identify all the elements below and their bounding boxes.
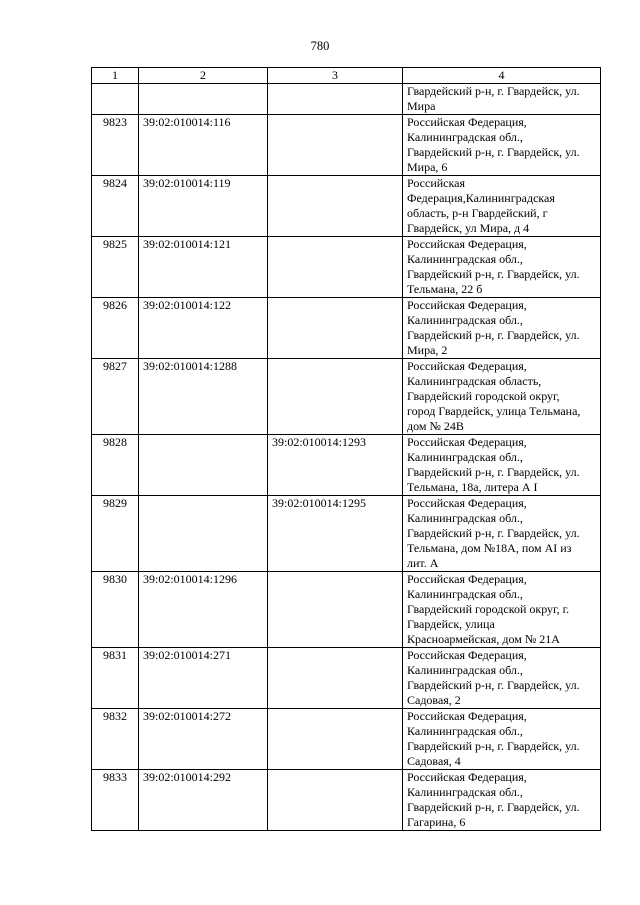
- address-cell: Российская Федерация, Калининградская обл., Гвардейский р-н, г. Гвардейск, ул. Мира, 2: [403, 298, 601, 359]
- cadastral-number-cell: 39:02:010014:1296: [139, 572, 268, 648]
- cadastral-number-alt-cell: [268, 359, 403, 435]
- address-cell: Российская Федерация, Калининградская обл., Гвардейский р-н, г. Гвардейск, ул. Садовая, 2: [403, 648, 601, 709]
- cadastral-number-alt-cell: [268, 648, 403, 709]
- cadastral-number-cell: 39:02:010014:271: [139, 648, 268, 709]
- table-row: [92, 115, 601, 176]
- row-number-cell: 9830: [92, 572, 139, 648]
- row-number-cell: 9826: [92, 298, 139, 359]
- row-number-cell: 9833: [92, 770, 139, 831]
- address-cell: Российская Федерация, Калининградская область, Гвардейский городской округ, город Гвардейск, улица Тельмана, дом № 24В: [403, 359, 601, 435]
- address-cell: Российская Федерация, Калининградская обл., Гвардейский р-н, г. Гвардейск, ул. Тельмана, 18а, литера А I: [403, 435, 601, 496]
- address-cell: Российская Федерация, Калининградская обл., Гвардейский р-н, г. Гвардейск, ул. Садовая, 4: [403, 709, 601, 770]
- table-body: [92, 84, 601, 831]
- cadastral-number-alt-cell: [268, 298, 403, 359]
- header-row: [92, 68, 601, 84]
- cadastral-number-cell: 39:02:010014:272: [139, 709, 268, 770]
- column-header-3: 3: [268, 68, 403, 84]
- cadastral-number-cell: 39:02:010014:116: [139, 115, 268, 176]
- cadastral-number-cell: 39:02:010014:121: [139, 237, 268, 298]
- address-cell: Российская Федерация,Калининградская область, р-н Гвардейский, г Гвардейск, ул Мира, д 4: [403, 176, 601, 237]
- table-row: [92, 84, 601, 115]
- table-row: [92, 770, 601, 831]
- table-row: [92, 648, 601, 709]
- cadastral-number-alt-cell: [268, 770, 403, 831]
- cadastral-number-cell: [139, 435, 268, 496]
- cadastral-number-cell: 39:02:010014:122: [139, 298, 268, 359]
- row-number-cell: 9827: [92, 359, 139, 435]
- cadastral-number-alt-cell: [268, 572, 403, 648]
- cadastral-number-cell: 39:02:010014:119: [139, 176, 268, 237]
- cadastral-number-cell: [139, 496, 268, 572]
- cadastral-number-alt-cell: [268, 176, 403, 237]
- cadastral-number-cell: 39:02:010014:292: [139, 770, 268, 831]
- table-row: [92, 435, 601, 496]
- address-cell: Российская Федерация, Калининградская обл., Гвардейский городской округ, г. Гвардейск, улица Красноармейская, дом № 21А: [403, 572, 601, 648]
- cadastral-number-alt-cell: 39:02:010014:1293: [268, 435, 403, 496]
- table-row: [92, 572, 601, 648]
- registry-table: [91, 67, 601, 831]
- column-header-2: 2: [139, 68, 268, 84]
- cadastral-number-alt-cell: [268, 237, 403, 298]
- table-row: [92, 709, 601, 770]
- table-row: [92, 176, 601, 237]
- row-number-cell: 9831: [92, 648, 139, 709]
- cadastral-number-alt-cell: [268, 115, 403, 176]
- column-header-1: 1: [92, 68, 139, 84]
- cadastral-number-cell: 39:02:010014:1288: [139, 359, 268, 435]
- cadastral-number-cell: [139, 84, 268, 115]
- cadastral-number-alt-cell: [268, 84, 403, 115]
- cadastral-number-alt-cell: [268, 709, 403, 770]
- table-row: [92, 359, 601, 435]
- table-row: [92, 496, 601, 572]
- address-cell: Российская Федерация, Калининградская обл., Гвардейский р-н, г. Гвардейск, ул. Тельмана, 22 б: [403, 237, 601, 298]
- row-number-cell: 9823: [92, 115, 139, 176]
- table-row: [92, 298, 601, 359]
- cadastral-number-alt-cell: 39:02:010014:1295: [268, 496, 403, 572]
- address-cell: Гвардейский р-н, г. Гвардейск, ул. Мира: [403, 84, 601, 115]
- table-row: [92, 237, 601, 298]
- row-number-cell: 9828: [92, 435, 139, 496]
- row-number-cell: [92, 84, 139, 115]
- row-number-cell: 9825: [92, 237, 139, 298]
- address-cell: Российская Федерация, Калининградская обл., Гвардейский р-н, г. Гвардейск, ул. Мира, 6: [403, 115, 601, 176]
- row-number-cell: 9829: [92, 496, 139, 572]
- row-number-cell: 9832: [92, 709, 139, 770]
- row-number-cell: 9824: [92, 176, 139, 237]
- column-header-4: 4: [403, 68, 601, 84]
- page-number: 780: [310, 39, 330, 53]
- address-cell: Российская Федерация, Калининградская обл., Гвардейский р-н, г. Гвардейск, ул. Гагарина, 6: [403, 770, 601, 831]
- address-cell: Российская Федерация, Калининградская обл., Гвардейский р-н, г. Гвардейск, ул. Тельмана, дом №18А, пом АI из лит. А: [403, 496, 601, 572]
- table-header: [92, 68, 601, 84]
